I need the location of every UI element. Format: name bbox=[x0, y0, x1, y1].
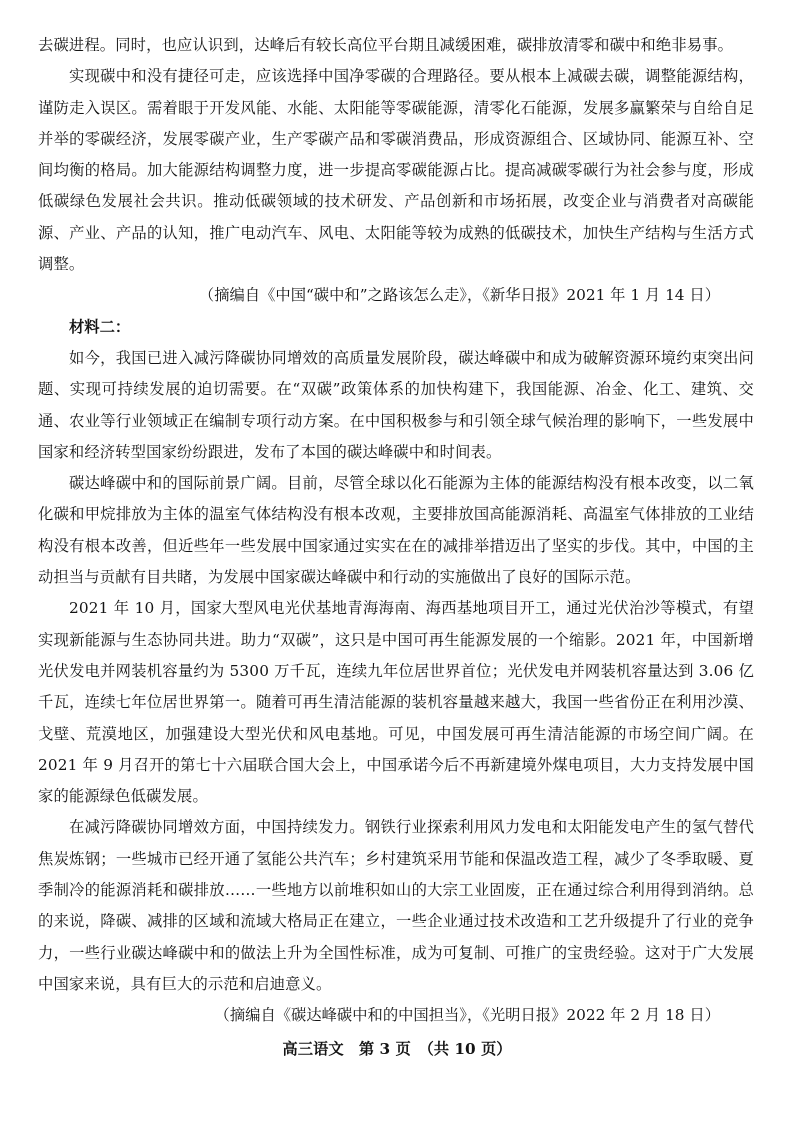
material2-paragraph-4: 在减污降碳协同增效方面，中国持续发力。钢铁行业探索利用风力发电和太阳能发电产生的氢气替代焦炭炼钢；一些城市已经开通了氢能公共汽车；乡村建筑采用节能和保温改造工程，减少了冬季取暖、夏季制冷的能源消耗和碳排放……一些地方以前堆积如山的大宗工业固废，正在通过综合利用得到消纳。总的来说，降碳、减排的区域和流域大格局正在建立，一些企业通过技术改造和工艺升级提升了行业的竞争力，一些行业碳达峰碳中和的做法上升为全国性标准，成为可复制、可推广的宝贵经验。这对于广大发展中国家来说，具有巨大的示范和启迪意义。 bbox=[38, 818, 754, 993]
source-citation-2: （摘编自《碳达峰碳中和的中国担当》，《光明日报》2022 年 2 月 18 日） bbox=[214, 1006, 720, 1025]
material2-paragraph-3: 2021 年 10 月，国家大型风电光伏基地青海海南、海西基地项目开工，通过光伏治沙等模式，有望实现新能源与生态协同共进。助力“双碳”，这只是中国可再生能源发展的一个缩影。2021 年，中国新增光伏发电并网装机容量约为 5300 万千瓦，连续九年位居世界首位；光伏发电并网装机容量达到 3.06 亿千瓦，连续七年位居世界第一。随着可再生清洁能源的装机容量越来越大，我国一些省份正在利用沙漠、戈壁、荒漠地区，加强建设大型光伏和风电基地。可见，中国发展可再生清洁能源的市场空间广阔。在 2021 年 9 月召开的第七十六届联合国大会上，中国承诺今后不再新建境外煤电项目，大力支持发展中国家的能源绿色低碳发展。 bbox=[38, 599, 754, 806]
page-footer: 高三语文 第 3 页 （共 10 页） bbox=[282, 1040, 512, 1058]
document-page bbox=[38, 30, 754, 1032]
material2-paragraph-1: 如今，我国已进入减污降碳协同增效的高质量发展阶段，碳达峰碳中和成为破解资源环境约束突出问题、实现可持续发展的迫切需要。在“双碳”政策体系的加快构建下，我国能源、冶金、化工、建筑、交通、农业等行业领域正在编制专项行动方案。在中国积极参与和引领全球气候治理的影响下，一些发展中国家和经济转型国家纷纷跟进，发布了本国的碳达峰碳中和时间表。 bbox=[38, 348, 754, 461]
material-two-label: 材料二： bbox=[69, 317, 131, 336]
material2-paragraph-2: 碳达峰碳中和的国际前景广阔。目前，尽管全球以化石能源为主体的能源结构没有根本改变，以二氧化碳和甲烷排放为主体的温室气体结构没有根本改观，主要排放国高能源消耗、高温室气体排放的工业结构没有根本改善，但近些年一些发展中国家通过实实在在的减排举措迈出了坚实的步伐。其中，中国的主动担当与贡献有目共睹，为发展中国家碳达峰碳中和行动的实施做出了良好的国际示范。 bbox=[38, 474, 754, 587]
paragraph-carbon-neutral-path: 实现碳中和没有捷径可走，应该选择中国净零碳的合理路径。要从根本上减碳去碳，调整能源结构，谨防走入误区。需着眼于开发风能、水能、太阳能等零碳能源，清零化石能源，发展多赢繁荣与自给自足并举的零碳经济，发展零碳产业，生产零碳产品和零碳消费品，形成资源组合、区域协同、能源互补、空间均衡的格局。加大能源结构调整力度，进一步提高零碳能源占比。提高减碳零碳行为社会参与度，形成低碳绿色发展社会共识。推动低碳领域的技术研发、产品创新和市场拓展，改变企业与消费者对高碳能源、产业、产品的认知，推广电动汽车、风电、太阳能等较为成熟的低碳技术，加快生产结构与生活方式调整。 bbox=[38, 67, 754, 274]
paragraph-continuation: 去碳进程。同时，也应认识到，达峰后有较长高位平台期且减缓困难，碳排放清零和碳中和绝非易事。 bbox=[38, 36, 734, 54]
source-citation-1: （摘编自《中国“碳中和”之路该怎么走》，《新华日报》2021 年 1 月 14 日） bbox=[198, 286, 720, 305]
